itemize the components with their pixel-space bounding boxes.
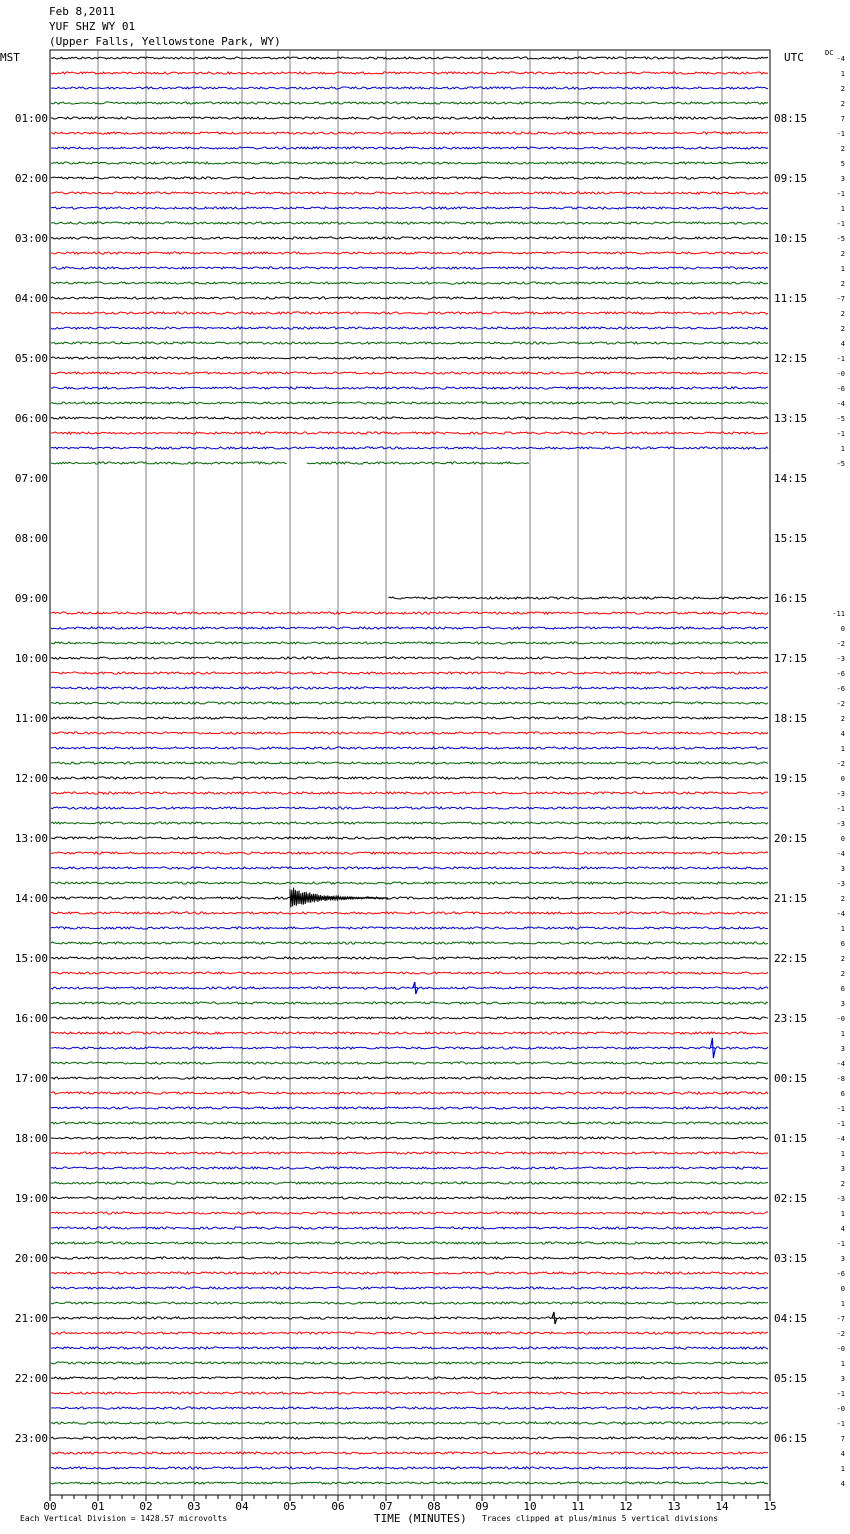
- seismic-trace: [51, 1482, 768, 1484]
- dc-offset-label: 0: [840, 1285, 845, 1293]
- seismic-trace: [51, 177, 768, 179]
- left-hour-label: 12:00: [14, 772, 48, 785]
- dc-offset-label: 1: [840, 1030, 845, 1038]
- x-tick-label: 02: [139, 1500, 153, 1513]
- seismic-trace: [51, 1077, 768, 1079]
- dc-offset-label: 0: [840, 775, 845, 783]
- seismic-trace: [51, 642, 768, 644]
- seismic-trace: [51, 1122, 768, 1124]
- seismic-trace: [51, 1437, 768, 1439]
- dc-offset-label: -5: [836, 460, 845, 468]
- right-hour-label: 15:15: [774, 532, 808, 545]
- dc-offset-label: -1: [836, 1120, 845, 1128]
- dc-offset-label: -1: [836, 1240, 845, 1248]
- left-hour-label: 08:00: [14, 532, 48, 545]
- seismic-trace: [51, 1317, 768, 1319]
- dc-offset-label: -4: [836, 1135, 845, 1143]
- seismic-trace: [51, 1287, 768, 1289]
- left-hour-label: 16:00: [14, 1012, 48, 1025]
- seismic-trace: [51, 87, 768, 89]
- dc-offset-label: 5: [840, 160, 845, 168]
- dc-offset-label: 6: [840, 940, 845, 948]
- left-hour-label: 03:00: [14, 232, 48, 245]
- seismic-trace: [51, 162, 768, 164]
- seismic-trace: [51, 1407, 768, 1409]
- dc-offset-label: -7: [836, 1315, 845, 1323]
- seismic-trace: [51, 1107, 768, 1109]
- dc-offset-label: -4: [836, 850, 845, 858]
- left-hour-label: 15:00: [14, 952, 48, 965]
- seismic-trace: [51, 342, 768, 344]
- dc-offset-label: -6: [836, 385, 845, 393]
- dc-offset-label: 2: [840, 280, 845, 288]
- dc-offset-label: 3: [840, 865, 845, 873]
- seismic-trace: [51, 282, 768, 284]
- dc-offset-label: -1: [836, 430, 845, 438]
- dc-offset-label: -2: [836, 700, 845, 708]
- left-hour-label: 22:00: [14, 1372, 48, 1385]
- right-hour-label: 19:15: [774, 772, 808, 785]
- dc-offset-label: -2: [836, 640, 845, 648]
- seismic-trace: [51, 1377, 768, 1379]
- seismic-trace: [51, 1362, 768, 1364]
- x-tick-label: 13: [667, 1500, 681, 1513]
- dc-offset-label: 6: [840, 1090, 845, 1098]
- seismic-trace: [51, 372, 768, 374]
- left-hour-label: 21:00: [14, 1312, 48, 1325]
- dc-offset-label: 3: [840, 1165, 845, 1173]
- dc-offset-label: 7: [840, 115, 845, 123]
- dc-offset-label: -1: [836, 220, 845, 228]
- dc-offset-label: -3: [836, 1195, 845, 1203]
- x-tick-label: 07: [379, 1500, 393, 1513]
- seismic-trace: [51, 1092, 768, 1094]
- seismic-trace: [51, 132, 768, 134]
- dc-offset-label: -4: [836, 910, 845, 918]
- dc-offset-label: 1: [840, 205, 845, 213]
- dc-offset-label: -6: [836, 1270, 845, 1278]
- dc-offset-label: 1: [840, 265, 845, 273]
- dc-offset-label: 4: [840, 1225, 845, 1233]
- seismic-trace: [51, 402, 768, 404]
- dc-offset-label: 2: [840, 955, 845, 963]
- dc-offset-label: 4: [840, 340, 845, 348]
- seismic-trace: [51, 312, 768, 314]
- dc-offset-label: -3: [836, 655, 845, 663]
- seismic-trace: [51, 747, 768, 749]
- seismic-trace: [51, 1257, 768, 1259]
- dc-offset-label: 3: [840, 1375, 845, 1383]
- right-hour-label: 02:15: [774, 1192, 808, 1205]
- seismic-trace: [51, 387, 768, 389]
- right-hour-label: 17:15: [774, 652, 808, 665]
- dc-offset-label: -4: [836, 1060, 845, 1068]
- right-hour-label: 20:15: [774, 832, 808, 845]
- x-tick-label: 10: [523, 1500, 537, 1513]
- right-hour-label: 16:15: [774, 592, 808, 605]
- dc-offset-label: 4: [840, 1450, 845, 1458]
- seismic-trace: [51, 837, 768, 839]
- seismic-trace: [51, 687, 768, 689]
- x-tick-label: 08: [427, 1500, 441, 1513]
- right-hour-label: 00:15: [774, 1072, 808, 1085]
- dc-offset-label: 2: [840, 145, 845, 153]
- x-tick-label: 11: [571, 1500, 585, 1513]
- seismic-trace: [51, 657, 768, 659]
- dc-offset-label: 1: [840, 1360, 845, 1368]
- seismic-trace: [51, 222, 768, 224]
- seismic-trace: [51, 942, 768, 944]
- seismic-trace: [51, 912, 768, 914]
- dc-offset-label: -4: [836, 400, 845, 408]
- seismic-trace: [51, 1167, 768, 1169]
- dc-offset-label: 3: [840, 1255, 845, 1263]
- left-hour-label: 11:00: [14, 712, 48, 725]
- seismic-trace: [51, 417, 768, 419]
- dc-offset-label: -0: [836, 370, 845, 378]
- left-hour-label: 19:00: [14, 1192, 48, 1205]
- seismic-trace: [51, 897, 768, 899]
- dc-offset-label: 0: [840, 625, 845, 633]
- left-hour-label: 13:00: [14, 832, 48, 845]
- right-hour-label: 22:15: [774, 952, 808, 965]
- dc-offset-label: -1: [836, 190, 845, 198]
- right-hour-label: 01:15: [774, 1132, 808, 1145]
- left-hour-label: 04:00: [14, 292, 48, 305]
- dc-offset-label: -1: [836, 1105, 845, 1113]
- right-hour-label: 14:15: [774, 472, 808, 485]
- seismic-trace: [51, 792, 768, 794]
- x-tick-label: 01: [91, 1500, 105, 1513]
- x-tick-label: 14: [715, 1500, 729, 1513]
- seismic-trace: [51, 1137, 768, 1139]
- right-hour-label: 21:15: [774, 892, 808, 905]
- seismic-trace: [51, 147, 768, 149]
- dc-offset-label: -2: [836, 760, 845, 768]
- seismic-trace: [51, 987, 768, 989]
- seismic-trace: [307, 462, 529, 464]
- left-hour-label: 18:00: [14, 1132, 48, 1145]
- seismic-trace: [51, 57, 768, 59]
- dc-offset-label: 0: [840, 835, 845, 843]
- dc-offset-label: 1: [840, 445, 845, 453]
- dc-offset-label: -3: [836, 790, 845, 798]
- dc-offset-label: 6: [840, 985, 845, 993]
- seismic-trace: [51, 1017, 768, 1019]
- seismic-trace: [51, 117, 768, 119]
- left-hour-label: 09:00: [14, 592, 48, 605]
- seismic-trace: [51, 867, 768, 869]
- dc-offset-label: -6: [836, 685, 845, 693]
- dc-offset-label: -8: [836, 1075, 845, 1083]
- left-timezone-label: MST: [0, 51, 20, 64]
- seismic-trace: [51, 702, 768, 704]
- dc-offset-label: -7: [836, 295, 845, 303]
- seismic-trace: [51, 1197, 768, 1199]
- seismic-trace: [51, 732, 768, 734]
- right-timezone-label: UTC: [784, 51, 804, 64]
- dc-offset-label: 2: [840, 85, 845, 93]
- right-hour-label: 10:15: [774, 232, 808, 245]
- seismic-trace: [51, 1032, 768, 1034]
- dc-offset-label: 1: [840, 1210, 845, 1218]
- dc-offset-label: -1: [836, 1390, 845, 1398]
- x-tick-label: 15: [763, 1500, 777, 1513]
- left-hour-label: 20:00: [14, 1252, 48, 1265]
- seismic-trace: [51, 462, 287, 464]
- seismic-trace: [51, 1347, 768, 1349]
- seismic-trace: [51, 807, 768, 809]
- seismic-trace: [51, 267, 768, 269]
- seismic-trace: [51, 447, 768, 449]
- right-hour-label: 09:15: [774, 172, 808, 185]
- seismic-trace: [51, 192, 768, 194]
- dc-offset-label: -1: [836, 1420, 845, 1428]
- seismic-trace: [51, 882, 768, 884]
- dc-offset-label: 4: [840, 1480, 845, 1488]
- dc-offset-label: -6: [836, 670, 845, 678]
- dc-offset-label: -5: [836, 235, 845, 243]
- seismic-trace: [51, 327, 768, 329]
- seismic-trace: [51, 1002, 768, 1004]
- right-hour-label: 03:15: [774, 1252, 808, 1265]
- right-hour-label: 11:15: [774, 292, 808, 305]
- seismic-trace: [51, 852, 768, 854]
- x-axis-title: TIME (MINUTES): [374, 1512, 467, 1525]
- x-tick-label: 09: [475, 1500, 489, 1513]
- seismic-trace: [51, 1227, 768, 1229]
- dc-offset-label: 1: [840, 1150, 845, 1158]
- plot-frame: [50, 50, 770, 1495]
- left-hour-label: 14:00: [14, 892, 48, 905]
- dc-offset-label: 7: [840, 1435, 845, 1443]
- seismic-trace: [51, 1047, 768, 1049]
- seismic-trace: [51, 1212, 768, 1214]
- dc-offset-label: 2: [840, 715, 845, 723]
- left-hour-label: 02:00: [14, 172, 48, 185]
- seismic-trace: [51, 1182, 768, 1184]
- dc-offset-label: -0: [836, 1345, 845, 1353]
- seismic-trace: [51, 762, 768, 764]
- dc-offset-label: -1: [836, 355, 845, 363]
- clip-note: Traces clipped at plus/minus 5 vertical divisions: [482, 1514, 719, 1523]
- dc-offset-label: 1: [840, 1465, 845, 1473]
- dc-offset-label: 1: [840, 745, 845, 753]
- dc-offset-label: -11: [832, 610, 845, 618]
- dc-offset-label: -3: [836, 880, 845, 888]
- dc-offset-label: -0: [836, 1015, 845, 1023]
- seismic-trace: [51, 957, 768, 959]
- x-tick-label: 00: [43, 1500, 57, 1513]
- seismic-trace: [51, 927, 768, 929]
- dc-offset-label: -1: [836, 805, 845, 813]
- dc-offset-label: -4: [836, 55, 845, 63]
- seismic-trace: [51, 717, 768, 719]
- chart-station: YUF SHZ WY 01: [49, 20, 136, 33]
- right-hour-label: 08:15: [774, 112, 808, 125]
- x-tick-label: 06: [331, 1500, 345, 1513]
- dc-offset-label: -3: [836, 820, 845, 828]
- seismic-trace: [51, 777, 768, 779]
- left-hour-label: 17:00: [14, 1072, 48, 1085]
- x-tick-label: 05: [283, 1500, 297, 1513]
- seismic-trace: [51, 297, 768, 299]
- dc-offset-label: 2: [840, 970, 845, 978]
- right-hour-label: 12:15: [774, 352, 808, 365]
- seismic-trace: [51, 1452, 768, 1454]
- dc-offset-label: 3: [840, 175, 845, 183]
- dc-offset-label: 2: [840, 100, 845, 108]
- x-tick-label: 04: [235, 1500, 249, 1513]
- dc-offset-label: 3: [840, 1000, 845, 1008]
- right-hour-label: 13:15: [774, 412, 808, 425]
- seismic-trace: [51, 1062, 768, 1064]
- seismic-trace: [51, 1422, 768, 1424]
- dc-offset-label: 3: [840, 1045, 845, 1053]
- seismic-trace: [51, 357, 768, 359]
- seismic-trace: [51, 72, 768, 74]
- right-hour-label: 23:15: [774, 1012, 808, 1025]
- seismic-trace: [51, 432, 768, 434]
- dc-offset-label: 1: [840, 70, 845, 78]
- dc-offset-label: -0: [836, 1405, 845, 1413]
- seismic-trace: [51, 627, 768, 629]
- dc-offset-label: 1: [840, 1300, 845, 1308]
- dc-offset-label: 2: [840, 310, 845, 318]
- right-hour-label: 06:15: [774, 1432, 808, 1445]
- right-hour-label: 18:15: [774, 712, 808, 725]
- x-tick-label: 03: [187, 1500, 201, 1513]
- dc-label: DC: [825, 49, 834, 57]
- dc-offset-label: 2: [840, 895, 845, 903]
- left-hour-label: 01:00: [14, 112, 48, 125]
- seismic-trace: [51, 207, 768, 209]
- dc-offset-label: 2: [840, 325, 845, 333]
- seismic-trace: [51, 1272, 768, 1274]
- dc-offset-label: 1: [840, 925, 845, 933]
- seismic-trace: [51, 252, 768, 254]
- dc-offset-label: -1: [836, 130, 845, 138]
- dc-offset-label: 2: [840, 250, 845, 258]
- seismic-trace: [51, 237, 768, 239]
- chart-date: Feb 8,2011: [49, 5, 116, 18]
- seismic-trace: [51, 1302, 768, 1304]
- x-tick-label: 12: [619, 1500, 633, 1513]
- seismic-trace: [51, 1467, 768, 1469]
- chart-location: (Upper Falls, Yellowstone Park, WY): [49, 35, 281, 48]
- dc-offset-label: -2: [836, 1330, 845, 1338]
- dc-offset-label: -5: [836, 415, 845, 423]
- left-hour-label: 07:00: [14, 472, 48, 485]
- scale-note: Each Vertical Division = 1428.57 microvolts: [20, 1514, 228, 1523]
- seismic-trace: [51, 672, 768, 674]
- right-hour-label: 05:15: [774, 1372, 808, 1385]
- seismic-trace: [51, 612, 768, 614]
- seismic-trace: [51, 822, 768, 824]
- right-hour-label: 04:15: [774, 1312, 808, 1325]
- seismic-trace: [51, 1152, 768, 1154]
- left-hour-label: 06:00: [14, 412, 48, 425]
- seismic-trace: [51, 1392, 768, 1394]
- seismic-trace: [51, 1242, 768, 1244]
- dc-offset-label: 4: [840, 730, 845, 738]
- seismic-trace: [51, 972, 768, 974]
- seismic-trace: [51, 1332, 768, 1334]
- dc-offset-label: 2: [840, 1180, 845, 1188]
- left-hour-label: 05:00: [14, 352, 48, 365]
- left-hour-label: 23:00: [14, 1432, 48, 1445]
- left-hour-label: 10:00: [14, 652, 48, 665]
- seismic-trace: [51, 102, 768, 104]
